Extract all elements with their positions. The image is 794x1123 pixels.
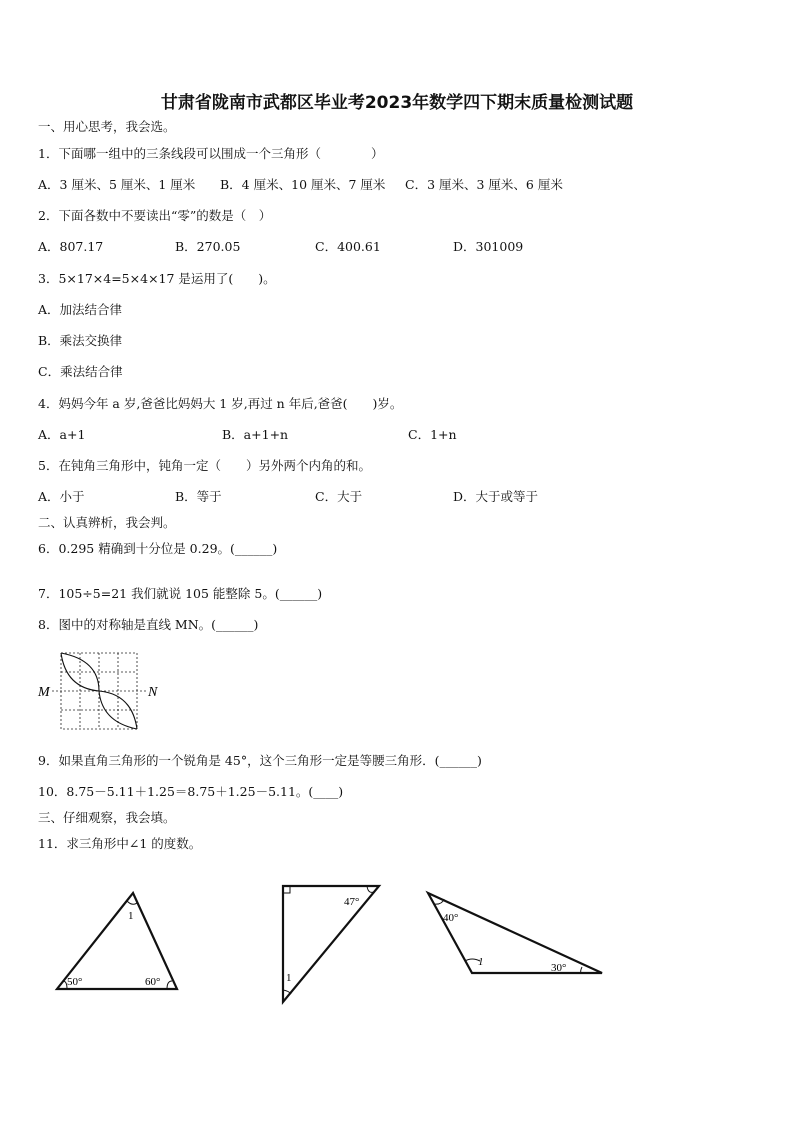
- q4-option-b: B．a+1+n: [222, 427, 289, 442]
- t3-angle-label: 1: [478, 956, 484, 968]
- page-title: 甘肃省陇南市武都区毕业考2023年数学四下期末质量检测试题: [160, 93, 634, 113]
- question-8: 8．图中的对称轴是直线 MN。(______): [38, 617, 259, 632]
- t3-left-angle: 40°: [443, 912, 459, 924]
- question-2-stem: 2．下面各数中不要读出“零”的数是（ ）: [38, 208, 272, 223]
- q1-option-c: C．3 厘米、3 厘米、6 厘米: [405, 177, 563, 192]
- q2-option-d: D．301009: [453, 239, 524, 254]
- q3-option-b: B．乘法交换律: [38, 333, 123, 348]
- question-7: 7．105÷5=21 我们就说 105 能整除 5。(______): [38, 586, 323, 601]
- t1-right-angle: 60°: [145, 976, 161, 988]
- question-1-stem: 1．下面哪一组中的三条线段可以围成一个三角形（ ）: [38, 146, 384, 161]
- t3-right-angle: 30°: [551, 962, 567, 974]
- triangle-2: [275, 880, 390, 1010]
- question-10: 10．8.75－5.11＋1.25＝8.75＋1.25－5.11。(____): [38, 784, 344, 799]
- question-5-stem: 5．在钝角三角形中，钝角一定（ ）另外两个内角的和。: [38, 458, 371, 473]
- section-heading-2: 二、认真辨析，我会判。: [38, 515, 176, 530]
- q3-option-a: A．加法结合律: [38, 302, 123, 317]
- triangle-1: [50, 885, 190, 1000]
- q5-option-a: A．小于: [38, 489, 85, 504]
- q3-option-c: C．乘法结合律: [38, 364, 123, 379]
- question-3-stem: 3．5×17×4=5×4×17 是运用了( )。: [38, 271, 276, 286]
- triangle-3: [420, 885, 610, 980]
- q5-option-c: C．大于: [315, 489, 363, 504]
- question-4-stem: 4．妈妈今年 a 岁,爸爸比妈妈大 1 岁,再过 n 年后,爸爸( )岁。: [38, 396, 403, 411]
- q5-option-d: D．大于或等于: [453, 489, 539, 504]
- t1-angle-label: 1: [128, 910, 134, 922]
- q1-option-a: A．3 厘米、5 厘米、1 厘米: [38, 177, 196, 192]
- q5-option-b: B．等于: [175, 489, 222, 504]
- label-m: M: [38, 685, 50, 700]
- q2-option-b: B．270.05: [175, 239, 241, 254]
- section-heading-3: 三、仔细观察，我会填。: [38, 810, 176, 825]
- question-11: 11．求三角形中∠1 的度数。: [38, 836, 202, 851]
- q8-symmetry-figure: [36, 650, 166, 732]
- q1-option-b: B．4 厘米、10 厘米、7 厘米: [220, 177, 386, 192]
- question-9: 9．如果直角三角形的一个锐角是 45°，这个三角形一定是等腰三角形．(______): [38, 753, 482, 768]
- t1-left-angle: 50°: [67, 976, 83, 988]
- label-n: N: [148, 685, 158, 700]
- section-heading-1: 一、用心思考，我会选。: [38, 119, 176, 134]
- q2-option-c: C．400.61: [315, 239, 381, 254]
- q4-option-a: A．a+1: [38, 427, 86, 442]
- t2-angle-label: 1: [286, 972, 292, 984]
- question-6: 6．0.295 精确到十分位是 0.29。(______): [38, 541, 278, 556]
- t2-top-angle: 47°: [344, 896, 360, 908]
- q4-option-c: C．1+n: [408, 427, 457, 442]
- q2-option-a: A．807.17: [38, 239, 104, 254]
